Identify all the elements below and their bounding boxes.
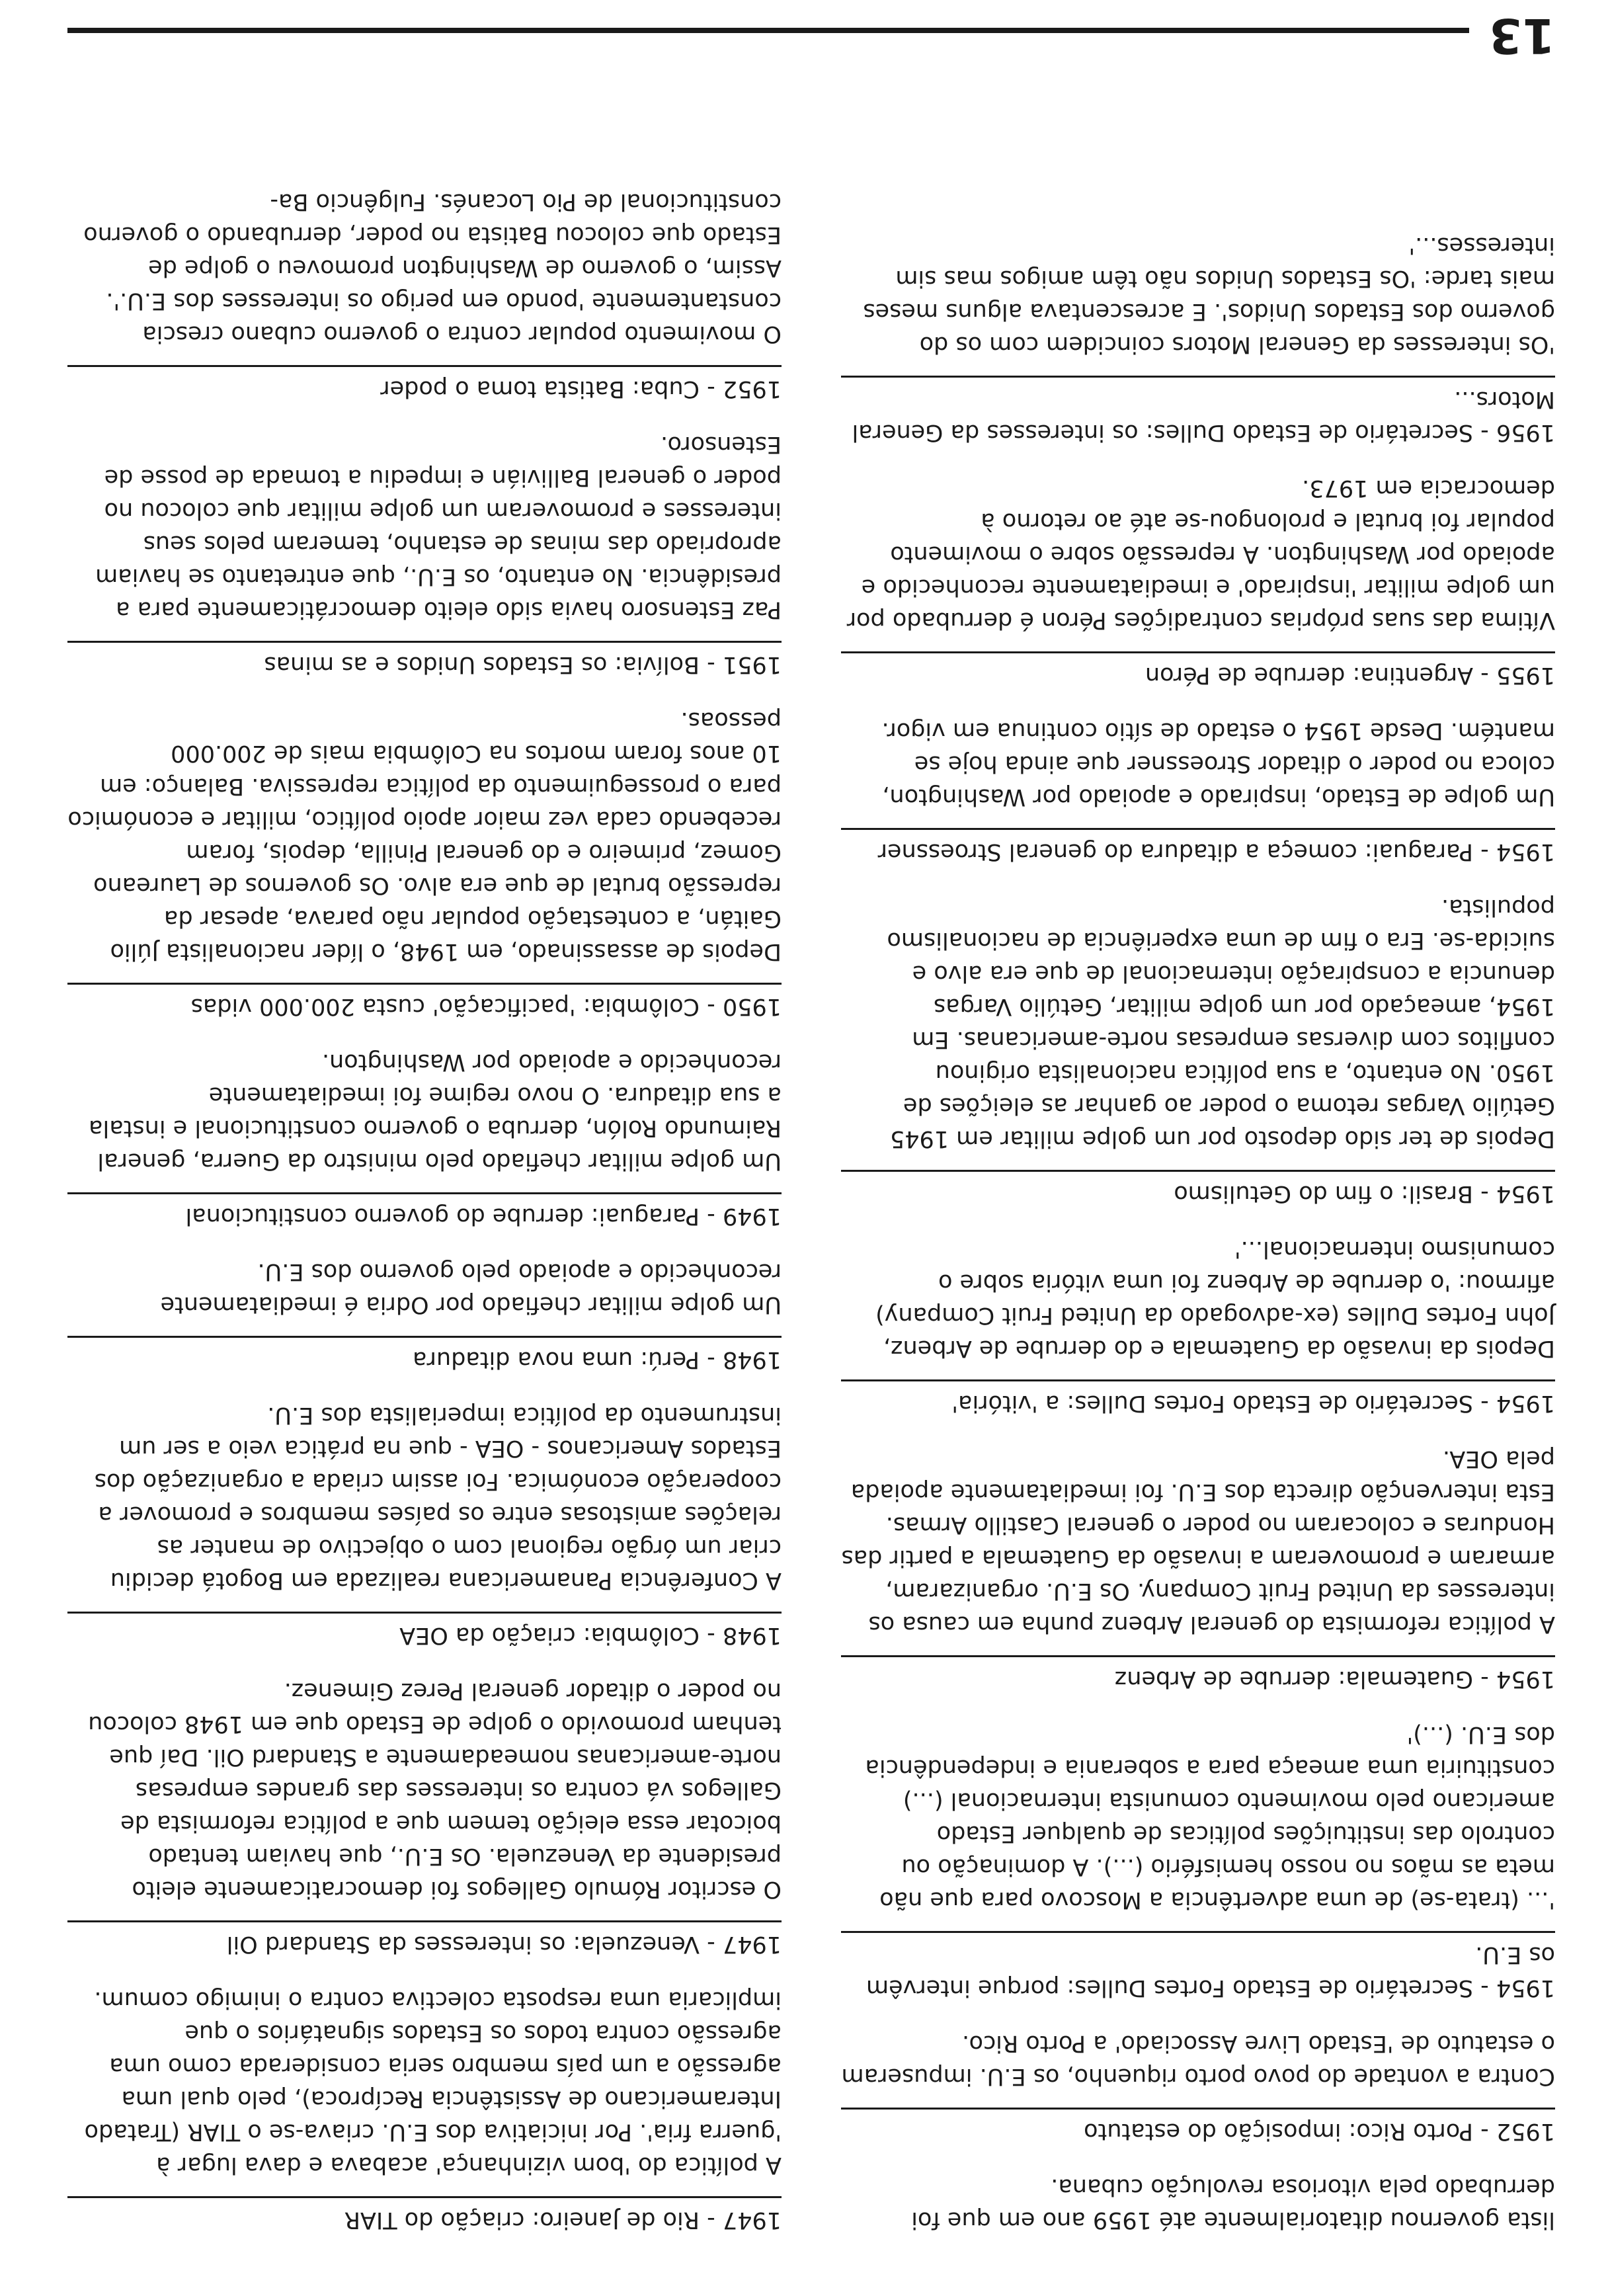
entry-colombia-1950 <box>67 704 782 1023</box>
entry-body: Paz Estensoro havia sido eleito democráticamente para a presidência. No entanto, os E.U., que entretanto se haviam apropriado das minas de estanho, temeram pelos seus interesses e promoveram um golpe militar que colocou no poder o general Ballivián e impediu a tomada de posse de Estensoro. <box>95 431 782 623</box>
entry-title: 1954 - Secretário de Estado Fortes Dulles: porque intervêm os E.U. <box>841 1931 1555 2004</box>
entry-bolivia <box>67 428 782 681</box>
entry-tiar <box>67 1983 782 2236</box>
entry-title: 1950 - Colômbia: 'pacificação' custa 200.000 vidas <box>67 983 782 1023</box>
entry-dulles-vitoria <box>841 1233 1555 1420</box>
entry-body: A política reformista do general Arbenz punha em causa os interesses da United Fruit Company. Os E.U. organizaram, armaram e promoveram a invasão da Guatemala a partir das Honduras e colocaram no poder o general Castillo Armas. Esta intervenção directa dos E.U. foi imediatamente apoiada pela OEA. <box>841 1446 1555 1637</box>
entry-title: 1954 - Brasil: o fim do Getulismo <box>841 1170 1555 1210</box>
entry-title: 1954 - Guatemala: derrube de Arbenz <box>841 1655 1555 1696</box>
entry-oea <box>67 1399 782 1652</box>
entry-argentina <box>841 472 1555 692</box>
entry-body: A Conferência Panamericana realizada em Bogotá decidiu criar um órgão regional com o objectivo de manter as relações amistosas entre os países membros e promover a cooperação económica. Foi assim criada a organização dos Estados Americanos - OEA - que na prática veio a ser um instrumento da política imperialista dos E.U. <box>94 1402 782 1594</box>
entry-title: 1947 - Venezuela: os interesses da Standard Oil <box>67 1920 782 1961</box>
entry-title: 1948 - Colômbia: criação da OEA <box>67 1612 782 1652</box>
entry-title: 1956 - Secretário de Estado Dulles: os interesses da General Motors... <box>841 376 1555 449</box>
entry-paraguai-1949 <box>67 1046 782 1233</box>
entry-body: Um golpe de Estado, inspirado e apoiado por Washington, coloca no poder o ditador Stroessner que ainda hoje se mantém. Desde 1954 o estado de sítio continua em vigor. <box>881 718 1555 810</box>
entry-title: 1951 - Bolívia: os Estados Unidos e as minas <box>67 641 782 681</box>
entry-title: 1952 - Cuba: Batista toma o poder <box>67 365 782 405</box>
entry-body: Um golpe militar chefiado pelo ministro da Guerra, general Raimundo Rolón, derruba o governo constitucional e instala a sua ditadura. O novo regime foi imediatamente reconhecido e apoiado por Washington. <box>89 1049 782 1174</box>
entry-title: 1948 - Perú: uma nova ditadura <box>67 1336 782 1376</box>
entry-body: Depois de assassinado, em 1948, o líder nacionalista Júlio Gaitán, a contestação popular não parava, apesar da repressão brutal de que era alvo. Os governos de Laureano Gomez, primeiro e do general Pinilla, depois, foram recebendo cada vez maior apoio político, militar e económico para o prosseguimento da política repressiva. Balanço: em 10 anos foram mortos na Colômbia mais de 200.000 pessoas. <box>67 707 782 965</box>
entry-title: 1952 - Porto Rico: imposição do estatuto <box>841 2108 1555 2148</box>
entry-venezuela <box>67 1674 782 1961</box>
entry-body: Contra a vontade do povo porto riquenho, os E.U. impuseram o estatuto de 'Estado Livre Associado' a Porto Rico. <box>841 2030 1555 2090</box>
entry-brasil <box>841 891 1555 1210</box>
left-column <box>841 206 1555 2236</box>
page-frame <box>67 8 1555 2256</box>
entry-body: O escritor Rómulo Gallegos foi democraticamente eleito presidente da Venezuela. Os E.U., que haviam tentado boicotar essa eleição temem que a política reformista de Gallegos vá contra os interesses das grandes empresas norte-americanas nomeadamente a Standard Oil. Daí que tenham promovido o golpe de Estado que em 1948 colocou no poder o ditador general Perez Gimenez. <box>88 1678 782 1903</box>
entry-title: 1947 - Rio de Janeiro: criação do TIAR <box>67 2196 782 2236</box>
header-rule <box>67 28 1469 33</box>
entry-title: 1954 - Secretário de Estado Fortes Dulles: a 'vitória' <box>841 1379 1555 1420</box>
entry-dulles-intervencao <box>841 1718 1555 2004</box>
entry-body: Depois de ter sido deposto por um golpe militar em 1945 Getúlio Vargas retoma o poder ao ganhar as eleições de 1950. No entanto, a sua política nacionalista originou conflitos com diversas empresas norte-americanas. Em 1954, ameaçado por um golpe militar, Getúlio Vargas denuncia a conspiração internacional de que era alvo e suicida-se. Era o fim de uma experiência de nacionalismo populista. <box>887 894 1555 1152</box>
entry-porto-rico <box>841 2027 1555 2148</box>
entry-title: 1954 - Paraguai: começa a ditadura do general Stroessner <box>841 828 1555 868</box>
entry-peru <box>67 1255 782 1376</box>
entry-title: 1949 - Paraguai: derrube do governo constitucional <box>67 1192 782 1233</box>
entry-body: '... (trata-se) de uma advertência a Moscovo para que não meta as mãos no nosso hemisfério (...). A dominação ou controlo das instituições políticas de qualquer Estado americano pelo movimento comunista internacional (...) constituiria uma ameaça para a soberania e independência dos E.U. (...)' <box>865 1721 1555 1913</box>
entry-body: Depois da invasão da Guatemala e do derrube de Arbenz, John Fortes Dulles (ex-advogado da United Fruit Company) afirmou: 'o derrube de Arbenz foi uma vitória sobre o comunismo internacional...' <box>875 1236 1555 1362</box>
entry-body: Um golpe militar chefiado por Odria é imediatamente reconhecido e apoiado pelo governo dos E.U. <box>160 1258 782 1318</box>
entry-paraguai-stroessner <box>841 714 1555 868</box>
right-column <box>67 163 782 2236</box>
entry-body: O movimento popular contra o governo cubano crescia constantemente 'pondo em perigo os interesses dos E.U.'. Assim, o governo de Washington promoveu o golpe de Estado que colocou Batista no poder, derrubando o governo constitucional de Pio Locanés. Fulgêncio Ba- <box>83 188 782 347</box>
entry-guatemala <box>841 1442 1555 1696</box>
entry-general-motors <box>841 229 1555 449</box>
page-number: 13 <box>1488 8 1555 63</box>
entry-body: Vítima das suas próprias contradições Péron é derrubado por um golpe militar 'inspirado' e imediatamente reconhecido e apoiado por Washington. A repressão sobre o movimento popular foi brutal e prolongou-se até ao retorno à democracia em 1973. <box>846 475 1555 634</box>
entry-body: 'Os interesses da General Motors coincidem com os do governo dos Estados Unidos'. E acrescentava alguns meses mais tarde: 'Os Estados Unidos não têm amigos mas sim interesses...' <box>863 232 1555 358</box>
continuation-text: lista governou ditatorialmente até 1959 ano em que foi derrubado pela vitoriosa revolução cubana. <box>911 2174 1555 2233</box>
entry-cuba <box>67 185 782 405</box>
entry-body: A política do 'bom vizinhança' acabava e dava lugar à 'guerra fria'. Por iniciativa dos E.U. criava-se o TIAR (Tratado Interamericano de Assistência Recíproca), pelo qual uma agressão a um país membro seria considerada como uma agressão contra todos os Estados signatários o que implicaria uma resposta colectiva contra o inimigo comum. <box>84 1987 782 2178</box>
entry-title: 1955 - Argentina: derrube de Péron <box>841 651 1555 692</box>
